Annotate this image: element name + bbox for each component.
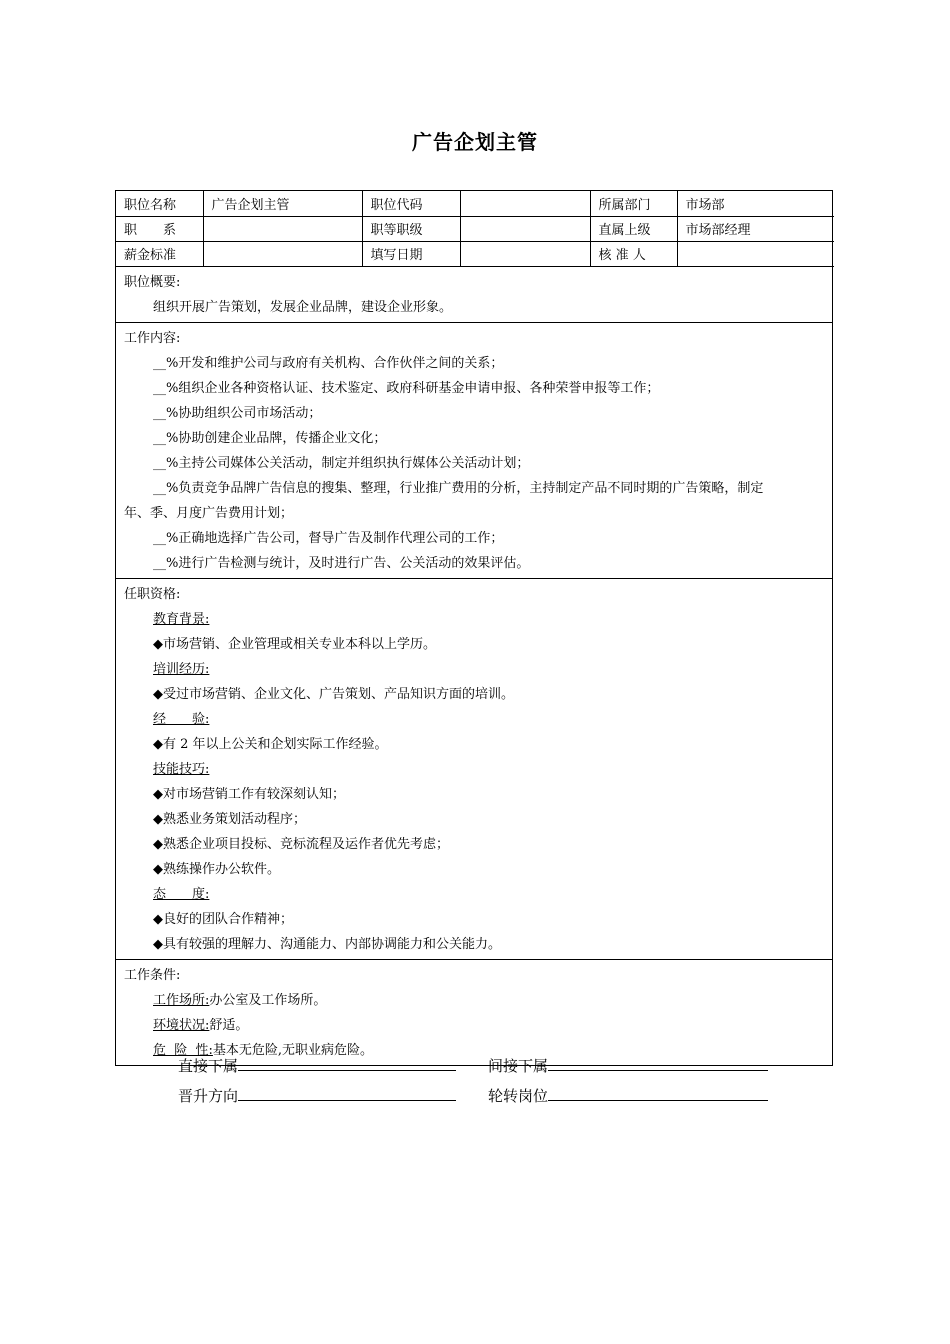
table-row [116,191,834,216]
conditions-section [116,960,832,1065]
conditions-env [124,1013,824,1038]
place-label: 工作场所: [153,992,210,1008]
list-item: __%正确地选择广告公司，督导广告及制作代理公司的工作； [153,530,504,546]
list-item: __%协助创建企业品牌，传播企业文化； [153,430,387,446]
list-item: ◆受过市场营销、企业文化、广告策划、产品知识方面的培训。 [153,686,514,702]
value-cell [460,191,590,216]
list-item-continuation: 年、季、月度广告费用计划； [124,505,294,521]
page-title: 广告企划主管 [412,130,538,154]
label-cell: 职等职级 [362,216,460,241]
value-cell [460,216,590,241]
place-value: 办公室及工作场所。 [209,992,327,1008]
list-item: __%开发和维护公司与政府有关机构、合作伙伴之间的关系； [153,355,504,371]
list-item: ◆具有较强的理解力、沟通能力、内部协调能力和公关能力。 [153,936,501,952]
direct-subordinate-label: 直接下属 [178,1057,239,1075]
list-item: ◆熟悉企业项目投标、竞标流程及运作者优先考虑； [153,836,449,852]
label-cell: 职位名称 [116,191,203,216]
training-label: 培训经历: [153,661,210,677]
list-item: __%主持公司媒体公关活动，制定并组织执行媒体公关活动计划； [153,455,530,471]
list-item: ◆良好的团队合作精神； [153,911,293,927]
header-table [116,191,834,267]
label-cell: 填写日期 [362,241,460,266]
label-cell: 直属上级 [590,216,677,241]
value-cell: 市场部经理 [677,216,834,241]
list-item: ◆有 2 年以上公关和企划实际工作经验。 [153,736,388,752]
value-cell: 市场部 [677,191,834,216]
value-cell [203,216,362,241]
skills-label: 技能技巧: [153,761,210,777]
value-cell [677,241,834,266]
value-cell: 广告企划主管 [203,191,362,216]
section-label: 任职资格: [124,586,181,602]
education-label: 教育背景: [153,611,210,627]
env-label: 环境状况: [153,1017,210,1033]
section-label: 工作条件: [124,967,181,983]
env-value: 舒适。 [209,1017,249,1033]
list-item: __%协助组织公司市场活动； [153,405,322,421]
job-description-form [115,190,833,1066]
rotation-label: 轮转岗位 [488,1087,549,1105]
section-label: 工作内容: [124,330,181,346]
indirect-subordinate-field[interactable] [548,1054,768,1071]
risk-label: 危 险 性: [153,1042,213,1058]
table-row [116,216,834,241]
rotation-field[interactable] [548,1084,768,1101]
overview-text: 组织开展广告策划，发展企业品牌，建设企业形象。 [153,299,453,315]
list-item: ◆对市场营销工作有较深刻认知； [153,786,345,802]
qualifications-section [116,579,832,960]
duties-section [116,323,832,579]
list-item: ◆熟练操作办公软件。 [153,861,280,877]
indirect-subordinate-label: 间接下属 [488,1057,549,1075]
label-cell: 核 准 人 [590,241,677,266]
conditions-place [124,988,824,1013]
list-item: ◆熟悉业务策划活动程序； [153,811,306,827]
risk-value: 基本无危险,无职业病危险。 [212,1042,374,1058]
promotion-field[interactable] [238,1084,456,1101]
table-row [116,241,834,266]
label-cell: 所属部门 [590,191,677,216]
label-cell: 职 系 [116,216,203,241]
promotion-label: 晋升方向 [178,1087,239,1105]
list-item: __%组织企业各种资格认证、技术鉴定、政府科研基金申请申报、各种荣誉申报等工作； [153,380,660,396]
experience-label: 经 验: [153,711,210,727]
list-item: __%进行广告检测与统计，及时进行广告、公关活动的效果评估。 [153,555,530,571]
direct-subordinate-field[interactable] [238,1054,456,1071]
list-item: __%负责竞争品牌广告信息的搜集、整理，行业推广费用的分析，主持制定产品不同时期的广告策略，制定 [153,480,764,496]
label-cell: 职位代码 [362,191,460,216]
list-item: ◆市场营销、企业管理或相关专业本科以上学历。 [153,636,436,652]
value-cell [460,241,590,266]
section-label: 职位概要: [124,274,181,290]
label-cell: 薪金标准 [116,241,203,266]
value-cell [203,241,362,266]
attitude-label: 态 度: [153,886,210,902]
overview-section [116,267,832,323]
